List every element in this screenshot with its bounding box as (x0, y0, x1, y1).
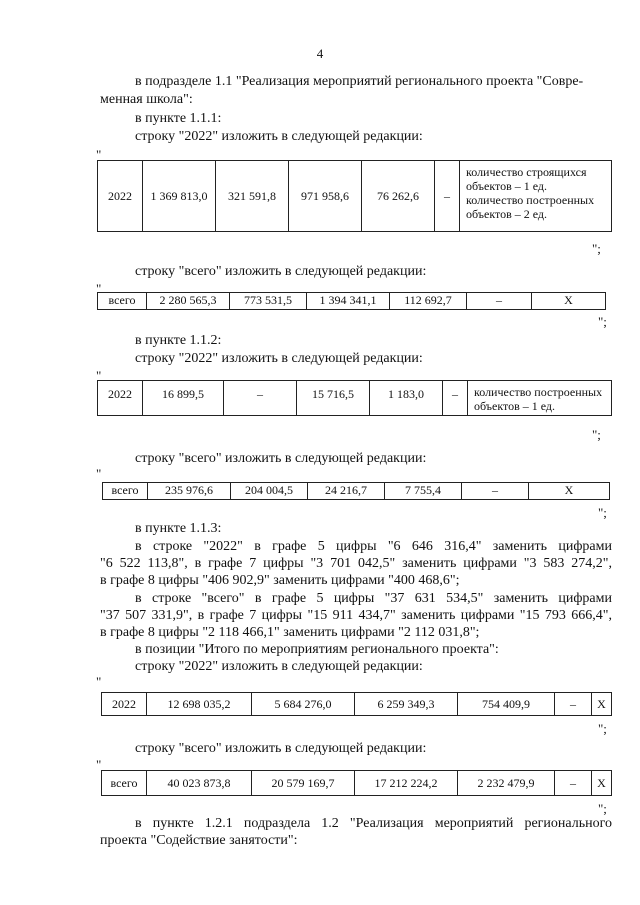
cell-total: 2 280 565,3 (147, 293, 230, 310)
close-quote: "; (598, 721, 607, 736)
cell-indicator: Х (529, 483, 610, 500)
cell-total: 235 976,6 (148, 483, 231, 500)
section-1-1-heading-line2: менная школа": (100, 92, 193, 107)
table-2022-itogo (101, 692, 612, 716)
cell-federal: 20 579 169,7 (252, 771, 355, 796)
table-total-item-1-1-2 (102, 482, 610, 500)
cell-year: 2022 (102, 693, 147, 716)
cell-federal: 204 004,5 (231, 483, 308, 500)
cell-regional: 1 394 341,1 (307, 293, 390, 310)
cell-regional: 17 212 224,2 (355, 771, 458, 796)
cell-federal: 773 531,5 (230, 293, 307, 310)
cell-total: 16 899,5 (143, 381, 224, 416)
cell-local: 7 755,4 (385, 483, 462, 500)
cell-federal: 5 684 276,0 (252, 693, 355, 716)
table-2022-item-1-1-2 (97, 380, 612, 416)
page-number: 4 (316, 46, 324, 61)
close-quote: "; (598, 801, 607, 816)
section-1-1-heading-line1: в подразделе 1.1 "Реализация мероприятий регионального проекта "Совре- (135, 74, 584, 89)
open-quote: " (96, 368, 102, 383)
item-1-1-3-text-b-line1: в строке "всего" в графе 5 цифры "37 631 534,5" заменить цифрами (135, 591, 612, 606)
close-quote: "; (598, 505, 607, 520)
cell-year: всего (102, 771, 147, 796)
cell-regional: 971 958,6 (289, 161, 362, 232)
cell-total: 12 698 035,2 (147, 693, 252, 716)
instruction-row-total: строку "всего" изложить в следующей редакции: (135, 264, 427, 279)
close-quote: "; (592, 427, 601, 442)
indicator-line: объектов – 1 ед. (466, 179, 548, 193)
item-1-2-1-heading-line1: в пункте 1.2.1 подраздела 1.2 "Реализация мероприятий регионального (135, 816, 612, 831)
cell-local: 112 692,7 (390, 293, 467, 310)
cell-indicator: Х (592, 693, 612, 716)
open-quote: " (96, 674, 102, 689)
cell-local: 76 262,6 (362, 161, 435, 232)
cell-federal: – (224, 381, 297, 416)
instruction-row-2022: строку "2022" изложить в следующей редакции: (135, 351, 423, 366)
table-total-item-1-1-1 (97, 292, 606, 310)
indicator-line: количество строящихся (466, 165, 587, 179)
cell-other: – (443, 381, 468, 416)
cell-local: 2 232 479,9 (458, 771, 555, 796)
cell-local: 754 409,9 (458, 693, 555, 716)
cell-indicator: Х (532, 293, 606, 310)
cell-regional: 15 716,5 (297, 381, 370, 416)
item-1-1-3-text-b-line2: "37 507 331,9", в графе 7 цифры "15 911 434,7" заменить цифрами "15 793 666,4", (100, 608, 612, 623)
item-1-1-1-label: в пункте 1.1.1: (135, 111, 222, 126)
close-quote: "; (592, 241, 601, 256)
table-2022-item-1-1-1 (97, 160, 612, 232)
cell-other: – (435, 161, 460, 232)
indicator-line: объектов – 1 ед. (474, 399, 556, 413)
instruction-row-2022: строку "2022" изложить в следующей редакции: (135, 659, 423, 674)
cell-total: 40 023 873,8 (147, 771, 252, 796)
open-quote: " (96, 147, 102, 162)
cell-other: – (462, 483, 529, 500)
cell-indicator (468, 381, 612, 416)
instruction-row-2022: строку "2022" изложить в следующей редакции: (135, 129, 423, 144)
cell-total: 1 369 813,0 (143, 161, 216, 232)
cell-local: 1 183,0 (370, 381, 443, 416)
cell-other: – (555, 771, 592, 796)
cell-federal: 321 591,8 (216, 161, 289, 232)
item-1-2-1-heading-line2: проекта "Содействие занятости": (100, 833, 298, 848)
item-1-1-3-text-a-line1: в строке "2022" в графе 5 цифры "6 646 316,4" заменить цифрами (135, 539, 612, 554)
open-quote: " (96, 466, 102, 481)
instruction-row-total: строку "всего" изложить в следующей редакции: (135, 451, 427, 466)
item-1-1-3-label: в пункте 1.1.3: (135, 521, 222, 536)
item-1-1-2-label: в пункте 1.1.2: (135, 333, 222, 348)
indicator-line: объектов – 2 ед. (466, 207, 548, 221)
cell-other: – (555, 693, 592, 716)
item-1-1-3-text-a-line3: в графе 8 цифры "406 902,9" заменить цифрами "400 468,6"; (100, 573, 460, 588)
open-quote: " (96, 281, 102, 296)
indicator-line: количество построенных (466, 193, 595, 207)
item-1-1-3-text-b-line3: в графе 8 цифры "2 118 466,1" заменить цифрами "2 112 031,8"; (100, 625, 480, 640)
cell-other: – (467, 293, 532, 310)
indicator-line: количество построенных (474, 385, 603, 399)
cell-year: 2022 (98, 381, 143, 416)
close-quote: "; (598, 314, 607, 329)
cell-year: 2022 (98, 161, 143, 232)
cell-regional: 24 216,7 (308, 483, 385, 500)
instruction-row-total: строку "всего" изложить в следующей редакции: (135, 741, 427, 756)
cell-year: всего (98, 293, 147, 310)
cell-indicator: Х (592, 771, 612, 796)
cell-indicator (460, 161, 612, 232)
open-quote: " (96, 757, 102, 772)
table-total-itogo (101, 770, 612, 796)
item-1-1-3-text-a-line2: "6 522 113,8", в графе 7 цифры "3 701 042,5" заменить цифрами "3 583 274,2", (100, 556, 612, 571)
cell-year: всего (103, 483, 148, 500)
itogo-position-label: в позиции "Итого по мероприятиям регионального проекта": (135, 642, 499, 657)
cell-regional: 6 259 349,3 (355, 693, 458, 716)
